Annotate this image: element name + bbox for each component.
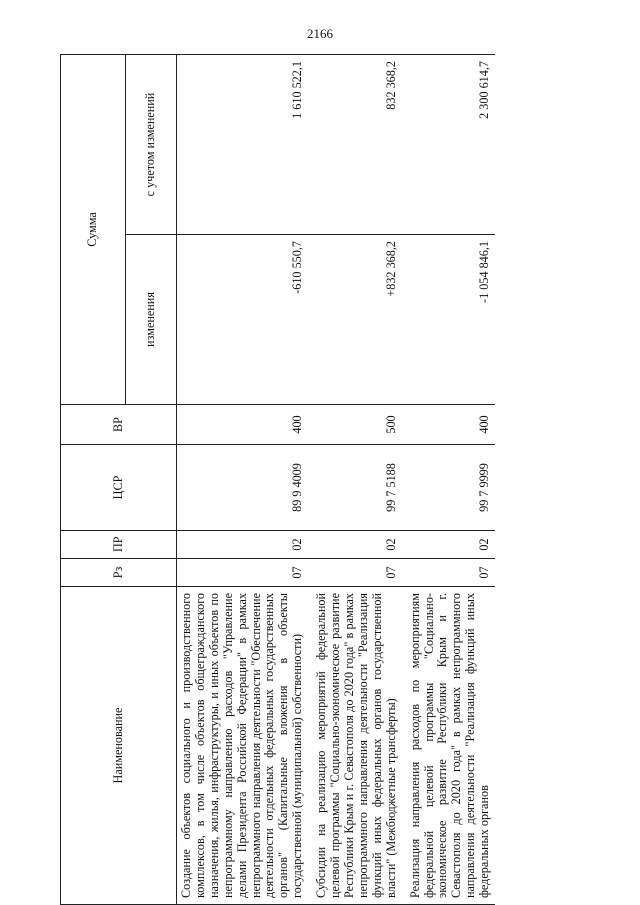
table-header bbox=[61, 54, 177, 904]
table-row bbox=[177, 54, 309, 904]
row-csr: 99 7 9999 bbox=[406, 445, 495, 531]
row-changes: +832 368,2 bbox=[312, 235, 401, 405]
row-name: Создание объектов социального и производственного комплексов, в том числе объектов общегражданского назначения, жилья, инфраструктуры, и иных объектов по непрограммному направлению расходов "Управление делами Президента Российской Федерации" в рамках непрограммного направления деятельности "Обеспечение деятельности отдельных федеральных государственных органов" (Капитальные вложения в объекты государственной (муниципальной) собственности) bbox=[177, 587, 309, 905]
header-with-changes: с учетом изменений bbox=[126, 54, 177, 234]
row-vr: 500 bbox=[312, 405, 401, 445]
row-with-changes: 832 368,2 bbox=[312, 54, 401, 234]
row-with-changes: 1 610 522,1 bbox=[177, 54, 309, 234]
row-changes: -1 054 846,1 bbox=[406, 235, 495, 405]
header-vr: ВР bbox=[61, 405, 177, 445]
table-row bbox=[312, 54, 401, 904]
row-rz: 07 bbox=[406, 559, 495, 587]
row-name: Реализация направления расходов по мероприятиям федеральной целевой программы "Социально-экономическое развитие Республики Крым и г. Севастополя до 2020 года" в рамках непрограммного направления деятельности "Реализация функций иных федеральных органов bbox=[406, 587, 495, 905]
row-rz: 07 bbox=[177, 559, 309, 587]
header-csr: ЦСР bbox=[61, 445, 177, 531]
row-rz: 07 bbox=[312, 559, 401, 587]
row-pr: 02 bbox=[312, 531, 401, 559]
header-changes: изменения bbox=[126, 235, 177, 405]
row-csr: 89 9 4009 bbox=[177, 445, 309, 531]
row-csr: 99 7 5188 bbox=[312, 445, 401, 531]
rotated-page-content bbox=[60, 55, 620, 905]
row-changes: -610 550,7 bbox=[177, 235, 309, 405]
row-pr: 02 bbox=[406, 531, 495, 559]
row-pr: 02 bbox=[177, 531, 309, 559]
row-name: Субсидии на реализацию мероприятий федеральной целевой программы "Социально-экономическое развитие Республики Крым и г. Севастополя до 2020 года" в рамках непрограммного направления деятельности "Реализация функций иных федеральных органов государственной власти" (Межбюджетные трансферты) bbox=[312, 587, 401, 905]
header-name: Наименование bbox=[61, 587, 177, 905]
budget-table bbox=[60, 54, 495, 905]
row-vr: 400 bbox=[406, 405, 495, 445]
header-pr: ПР bbox=[61, 531, 177, 559]
row-with-changes: 2 300 614,7 bbox=[406, 54, 495, 234]
page-number: 2166 bbox=[307, 26, 333, 41]
header-sum: Сумма bbox=[61, 54, 126, 404]
header-rz: Рз bbox=[61, 559, 177, 587]
table-row bbox=[406, 54, 495, 904]
row-vr: 400 bbox=[177, 405, 309, 445]
